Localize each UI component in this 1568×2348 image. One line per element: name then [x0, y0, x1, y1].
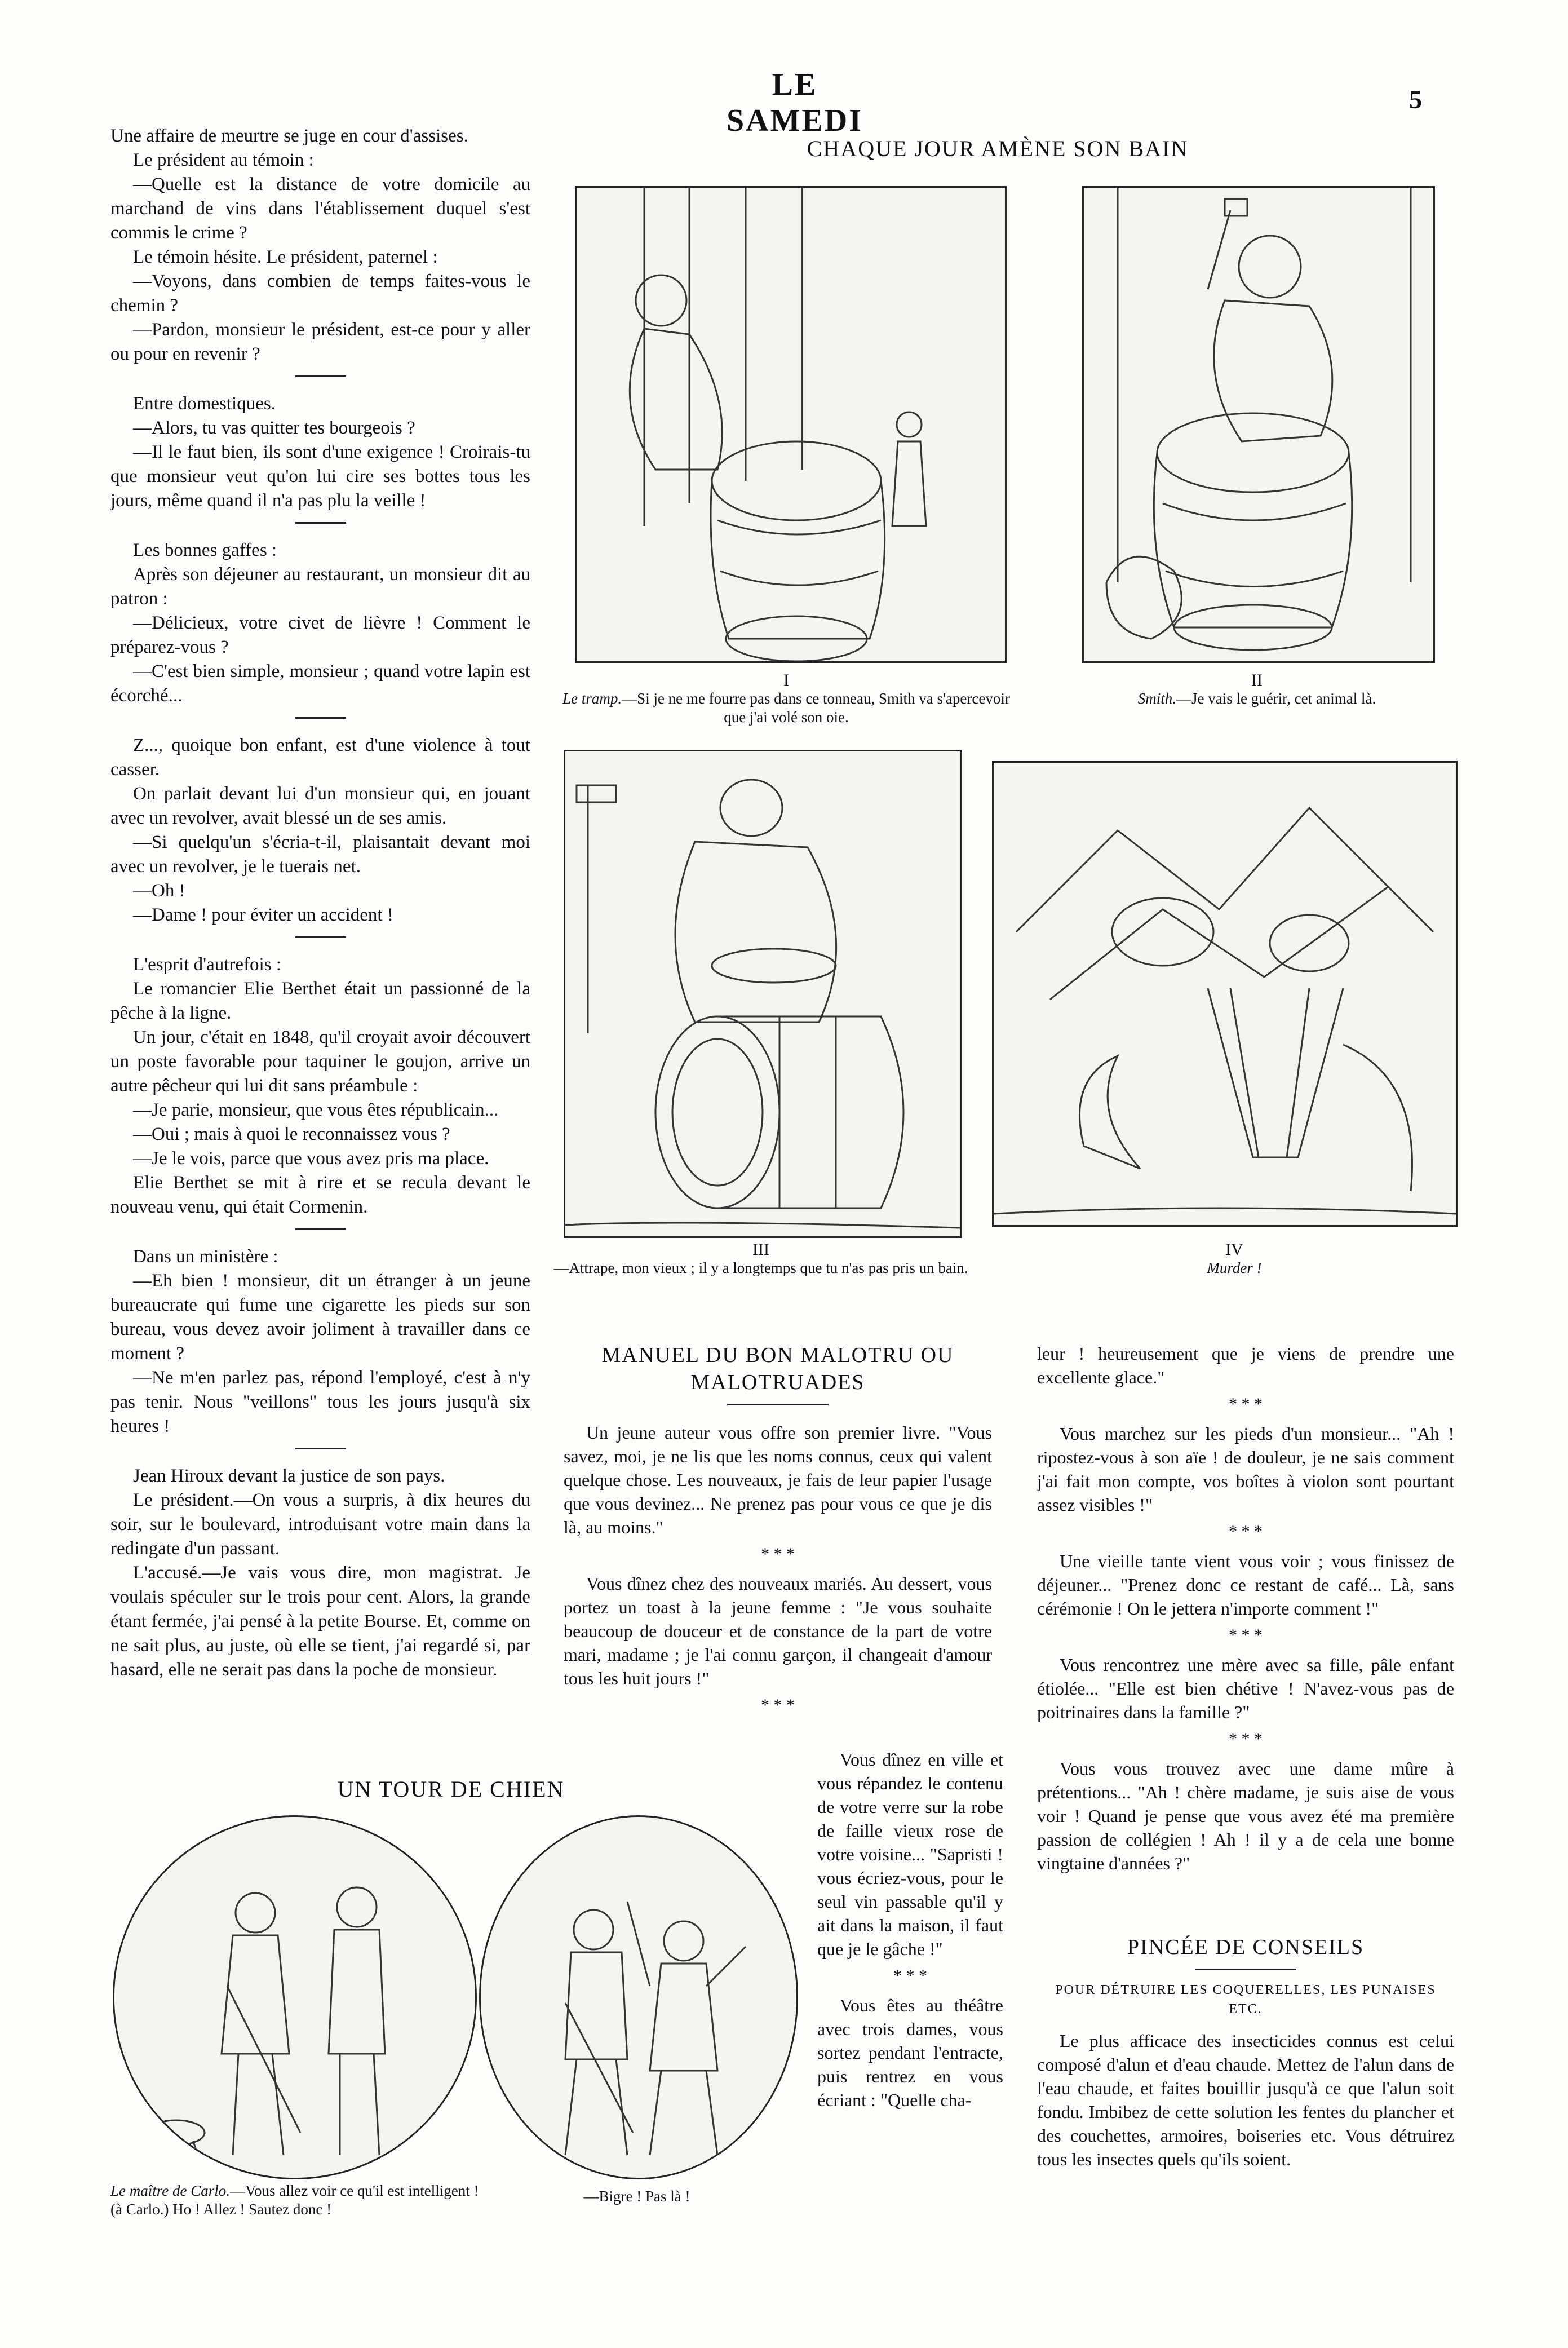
manuel-title-block [564, 1342, 992, 1416]
asterism: * * * [761, 1696, 795, 1714]
panel-text: Murder ! [1207, 1259, 1262, 1276]
separator-rule [295, 1448, 346, 1449]
separator-rule [295, 375, 346, 377]
anecdote-domestiques [110, 392, 530, 513]
paragraph: —Oh ! [133, 881, 185, 901]
manuel-title-rule [727, 1404, 829, 1405]
paragraph: Vous rencontrez une mère avec sa fille, pâle enfant étiolée... "Elle est bien chétive ! N'avez-vous pas de poitrinaires dans la famille ?" [1037, 1655, 1454, 1722]
separator-rule [295, 717, 346, 719]
paragraph: —Pardon, monsieur le président, est-ce pour y aller ou pour en revenir ? [110, 320, 530, 364]
comic-panel-2-caption [1060, 671, 1454, 708]
paragraph: Le président.—On vous a surpris, à dix heures du soir, sur le boulevard, introduisant votre main dans la redingate d'un passant. [110, 1490, 530, 1559]
paragraph: —Si quelqu'un s'écria-t-il, plaisantait devant moi avec un revolver, je le tuerais net. [110, 832, 530, 877]
comic-panel-4-caption [1116, 1240, 1353, 1277]
separator-rule [295, 1228, 346, 1230]
anecdote-ministere [110, 1245, 530, 1439]
paragraph: —Eh bien ! monsieur, dit un étranger à un jeune bureaucrate qui fume une cigarette les pieds sur son bureau, vous devez avoir joliment à travailler dans ce moment ? [110, 1271, 530, 1364]
paragraph: Vous marchez sur les pieds d'un monsieur... "Ah ! ripostez-vous à son aïe ! de douleur, je ne sais comment j'ai fait mon compte, vos boîtes à violon sont pourtant assez visibles !" [1037, 1423, 1454, 1515]
paragraph: —Délicieux, votre civet de lièvre ! Comment le préparez-vous ? [110, 613, 530, 657]
panel-text: —Je vais le guérir, cet animal là. [1176, 690, 1376, 707]
paragraph: Z..., quoique bon enfant, est d'une violence à tout casser. [110, 735, 530, 780]
paragraph: —Je le vois, parce que vous avez pris ma place. [133, 1148, 489, 1169]
paragraph: Une vieille tante vient vous voir ; vous finissez de déjeuner... "Prenez donc ce restant de café... Là, sans cérémonie ! On le jettera n'importe comment !" [1037, 1551, 1454, 1619]
paragraph: On parlait devant lui d'un monsieur qui, en jouant avec un revolver, avait blessé un de ses amis. [110, 784, 530, 828]
comic-panel-1-illustration [575, 186, 1007, 663]
panel-text: —Attrape, mon vieux ; il y a longtemps que tu n'as pas pris un bain. [553, 1259, 968, 1276]
manuel-title: MANUEL DU BON MALOTRU OU MALOTRUADES [601, 1343, 954, 1394]
paragraph: —Ne m'en parlez pas, répond l'employé, c'est à n'y pas tenir. Nous "veillons" tous les jours jusqu'à six heures ! [110, 1368, 530, 1436]
comic-panel-2-illustration [1082, 186, 1435, 663]
paragraph: Une affaire de meurtre se juge en cour d'assises. [110, 126, 468, 146]
comic-panel-4-illustration [992, 761, 1458, 1227]
separator-rule [295, 522, 346, 524]
paragraph: —Oui ; mais à quoi le reconnaissez vous ? [133, 1124, 450, 1144]
caption-text: —Vous allez voir ce qu'il est intelligent ! (à Carlo.) Ho ! Allez ! Sautez donc ! [110, 2182, 479, 2218]
paragraph: Jean Hiroux devant la justice de son pays. [133, 1466, 445, 1486]
anecdote-bonnes-gaffes [110, 538, 530, 708]
paragraph: Le témoin hésite. Le président, paternel : [133, 247, 438, 267]
paragraph: L'accusé.—Je vais vous dire, mon magistrat. Je voulais spéculer sur le trois pour cent. Alors, la grande étant fermée, j'ai pensé à la petite Bourse. Et, comme on ne sait plus, au juste, où elle se tient, j'ai regardé si, par hasard, elle ne serait pas dans la poche de monsieur. [110, 1563, 530, 1680]
dog-comic-left-illustration [113, 1815, 477, 2179]
paragraph: Le président au témoin : [133, 150, 314, 170]
dog-comic-right-illustration [479, 1815, 798, 2179]
dog-comic-left-caption [110, 2182, 494, 2219]
pincee-block [1037, 1934, 1454, 2171]
paragraph: Un jeune auteur vous offre son premier livre. "Vous savez, moi, je ne lis que les noms connus, ceux qui valent quelque chose. Les nouveaux, je fais de leur papier l'usage que vous devinez... Ne prenez pas pour vous ce que je dis là, au moins." [564, 1422, 992, 1537]
paragraph: Entre domestiques. [133, 393, 276, 414]
anecdote-cour-assises [110, 124, 530, 366]
separator-rule [295, 936, 346, 938]
paragraph: —Alors, tu vas quitter tes bourgeois ? [133, 418, 415, 438]
paragraph: —C'est bien simple, monsieur ; quand votre lapin est écorché... [110, 661, 530, 706]
manuel-column-a [564, 1421, 992, 1723]
paragraph: Vous dînez en ville et vous répandez le contenu de votre verre sur la robe de faille vieux rose de votre voisine... "Sapristi ! vous écriez-vous, pour le seul vin passable qu'il y ait dans la maison, il faut que je le gâche !" [817, 1749, 1003, 1959]
comic-panel-3-caption [552, 1240, 969, 1277]
paragraph: —Je parie, monsieur, que vous êtes républicain... [133, 1100, 499, 1120]
paragraph: —Voyons, dans combien de temps faites-vous le chemin ? [110, 271, 530, 316]
paragraph: —Dame ! pour éviter un accident ! [133, 905, 393, 925]
paragraph: Elie Berthet se mit à rire et se recula devant le nouveau venu, qui était Cormenin. [110, 1173, 530, 1217]
paragraph: Les bonnes gaffes : [133, 540, 277, 560]
comic-title: CHAQUE JOUR AMÈNE SON BAIN [807, 136, 1189, 161]
paragraph: leur ! heureusement que je viens de prendre une excellente glace." [1037, 1343, 1454, 1387]
paragraph: Vous dînez chez des nouveaux mariés. Au dessert, vous portez un toast à la jeune femme : "Je vous souhaite beaucoup de douceur et de constance de la part de votre mari, madame ; je l'ai connu garçon, il changeait d'amour tous les huit jours !" [564, 1573, 992, 1688]
panel-number: II [1251, 671, 1263, 689]
paragraph: Vous vous trouvez avec une dame mûre à prétentions... "Ah ! chère madame, je suis aise de vous voir ! Quand je pense que vous avez été ma première passion de collégien ! Ah ! il y a de cela une bonne vingtaine d'années ?" [1037, 1758, 1454, 1873]
comic-panel-3-illustration [564, 750, 962, 1238]
panel-number: I [783, 671, 789, 689]
paragraph: Le romancier Elie Berthet était un passionné de la pêche à la ligne. [110, 979, 530, 1023]
paragraph: L'esprit d'autrefois : [133, 954, 281, 975]
newspaper-title: LE SAMEDI [726, 67, 863, 138]
dog-comic-title: UN TOUR DE CHIEN [337, 1776, 565, 1802]
caption-speaker: Le maître de Carlo. [110, 2182, 230, 2199]
anecdote-revolver [110, 733, 530, 927]
pincee-title: PINCÉE DE CONSEILS [1127, 1935, 1365, 1959]
asterism: * * * [1229, 1626, 1263, 1644]
paragraph: Le plus afficace des insecticides connus est celui composé d'alun et d'eau chaude. Mettez de l'alun dans de l'eau chaude, et faites bouillir jusqu'à ce que l'alun soit fondu. Imbibez de cette solution les fentes du plancher et des couchettes, armoires, boiseries etc. Vous détruirez tous les insectes quels qu'ils soient. [1037, 2031, 1454, 2169]
asterism: * * * [1229, 1395, 1263, 1413]
pincee-subtitle: POUR DÉTRUIRE LES COQUERELLES, LES PUNAISES ETC. [1055, 1983, 1436, 2017]
pincee-title-rule [1195, 1969, 1296, 1970]
panel-speaker: Smith. [1137, 690, 1176, 707]
paragraph: Un jour, c'était en 1848, qu'il croyait avoir découvert un poste favorable pour taquiner le goujon, arrive un autre pêcheur qui lui dit sans préambule : [110, 1027, 530, 1096]
anecdote-esprit-autrefois [110, 953, 530, 1219]
pincee-body [1037, 2029, 1454, 2171]
panel-text: —Si je ne me fourre pas dans ce tonneau, Smith va s'apercevoir que j'ai volé son oie. [622, 690, 1010, 726]
comic-panel-1-caption [552, 671, 1020, 727]
anecdote-jean-hiroux [110, 1464, 530, 1682]
paragraph: Dans un ministère : [133, 1246, 278, 1267]
panel-speaker: Le tramp. [562, 690, 622, 707]
dog-comic-right-caption: —Bigre ! Pas là ! [583, 2188, 690, 2205]
panel-number: III [752, 1240, 769, 1259]
manuel-column-b [817, 1748, 1003, 2112]
left-column [110, 124, 530, 1686]
manuel-column-c [1037, 1342, 1454, 1875]
asterism: * * * [1229, 1522, 1263, 1541]
paragraph: Vous êtes au théâtre avec trois dames, vous sortez pendant l'entracte, puis rentrez en vous écriant : "Quelle cha- [817, 1995, 1003, 2110]
asterism: * * * [1229, 1730, 1263, 1748]
paragraph: —Quelle est la distance de votre domicile au marchand de vins dans l'établissement duquel s'est commis le crime ? [110, 174, 530, 243]
asterism: * * * [893, 1966, 927, 1985]
panel-number: IV [1225, 1240, 1243, 1259]
paragraph: Après son déjeuner au restaurant, un monsieur dit au patron : [110, 564, 530, 609]
page-number: 5 [1409, 85, 1422, 114]
paragraph: —Il le faut bien, ils sont d'une exigence ! Croirais-tu que monsieur veut qu'on lui cire ses bottes tous les jours, même quand il n'a pas plu la veille ! [110, 442, 530, 511]
asterism: * * * [761, 1545, 795, 1563]
